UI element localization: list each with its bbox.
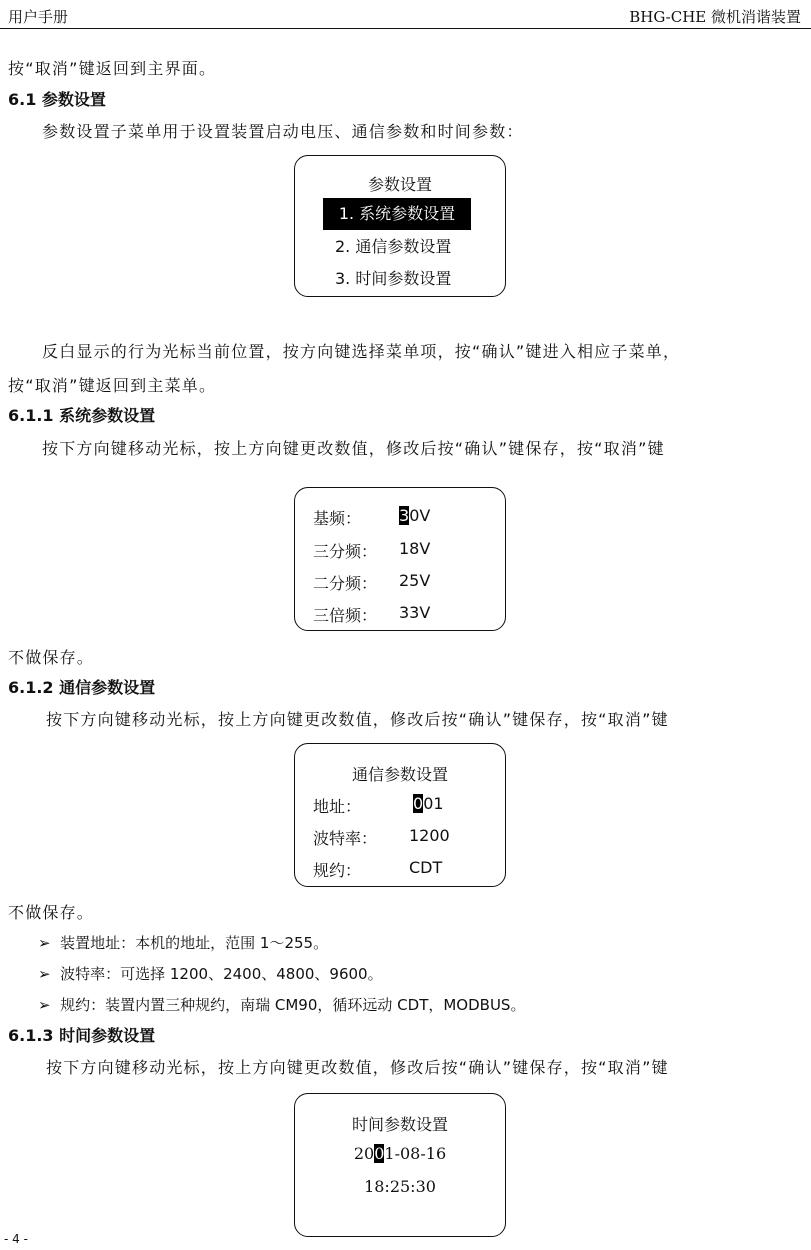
time-screen-title: 时间参数设置 (351, 1115, 448, 1134)
intro-line: 按“取消”键返回到主界面。 (8, 59, 217, 78)
base-freq-label: 基频： (313, 509, 362, 528)
menu-note-1: 反白显示的行为光标当前位置，按方向键选择菜单项，按“确认”键进入相应子菜单， (42, 342, 681, 361)
page-number: - 4 - (4, 1232, 28, 1246)
triple-value[interactable]: 33V (399, 603, 431, 622)
baud-label: 波特率： (313, 829, 378, 848)
section-6-1-3-title: 6.1.3 时间参数设置 (8, 1026, 156, 1045)
arrow-bullet-icon: ➢ (38, 965, 51, 983)
comm-param-screen (294, 743, 506, 887)
section-6-1-1-title: 6.1.1 系统参数设置 (8, 406, 156, 425)
bullet-item: ➢ 规约：装置内置三种规约，南瑞 CM90，循环远动 CDT，MODBUS。 (38, 996, 526, 1014)
triple-label: 三倍频： (313, 606, 378, 625)
system-param-screen (294, 487, 506, 631)
section-6-1-2-desc: 按下方向键移动光标，按上方向键更改数值，修改后按“确认”键保存，按“取消”键 (46, 710, 669, 729)
third-sub-label: 三分频： (313, 542, 378, 561)
section-6-1-1-after: 不做保存。 (8, 648, 95, 667)
menu-screen (294, 155, 506, 297)
comm-screen-title: 通信参数设置 (351, 765, 448, 784)
menu-item-comm[interactable]: 2. 通信参数设置 (335, 237, 452, 256)
section-6-1-2-after: 不做保存。 (8, 903, 95, 922)
second-sub-value[interactable]: 25V (399, 571, 431, 590)
protocol-label: 规约： (313, 861, 362, 880)
bullet-item: ➢ 装置地址：本机的地址，范围 1～255。 (38, 934, 329, 952)
header-right: BHG-CHE 微机消谐装置 (629, 8, 801, 26)
base-freq-value[interactable]: 30V (399, 506, 431, 525)
bullet-item: ➢ 波特率：可选择 1200、2400、4800、9600。 (38, 965, 383, 983)
address-label: 地址： (313, 797, 362, 816)
menu-title: 参数设置 (367, 175, 432, 194)
section-6-1-3-desc: 按下方向键移动光标，按上方向键更改数值，修改后按“确认”键保存，按“取消”键 (46, 1058, 669, 1077)
third-sub-value[interactable]: 18V (399, 539, 431, 558)
date-value[interactable]: 2001-08-16 (353, 1144, 447, 1163)
menu-item-system[interactable]: 1. 系统参数设置 (323, 198, 471, 230)
second-sub-label: 二分频： (313, 574, 378, 593)
arrow-bullet-icon: ➢ (38, 934, 51, 952)
arrow-bullet-icon: ➢ (38, 996, 51, 1014)
time-param-screen (294, 1093, 506, 1237)
section-6-1-1-desc: 按下方向键移动光标，按上方向键更改数值，修改后按“确认”键保存，按“取消”键 (42, 439, 665, 458)
section-6-1-title: 6.1 参数设置 (8, 90, 106, 109)
header-left: 用户手册 (8, 8, 69, 26)
time-value[interactable]: 18:25:30 (364, 1177, 436, 1196)
menu-item-time[interactable]: 3. 时间参数设置 (335, 269, 452, 288)
baud-value[interactable]: 1200 (409, 826, 450, 845)
header-rule (0, 28, 811, 29)
address-value[interactable]: 001 (413, 794, 444, 813)
section-6-1-desc: 参数设置子菜单用于设置装置启动电压、通信参数和时间参数： (42, 122, 524, 141)
edit-cursor: 3 (399, 506, 410, 525)
protocol-value[interactable]: CDT (409, 858, 443, 877)
edit-cursor: 0 (374, 1144, 385, 1163)
edit-cursor: 0 (413, 794, 424, 813)
menu-note-2: 按“取消”键返回到主菜单。 (8, 376, 217, 395)
section-6-1-2-title: 6.1.2 通信参数设置 (8, 678, 156, 697)
